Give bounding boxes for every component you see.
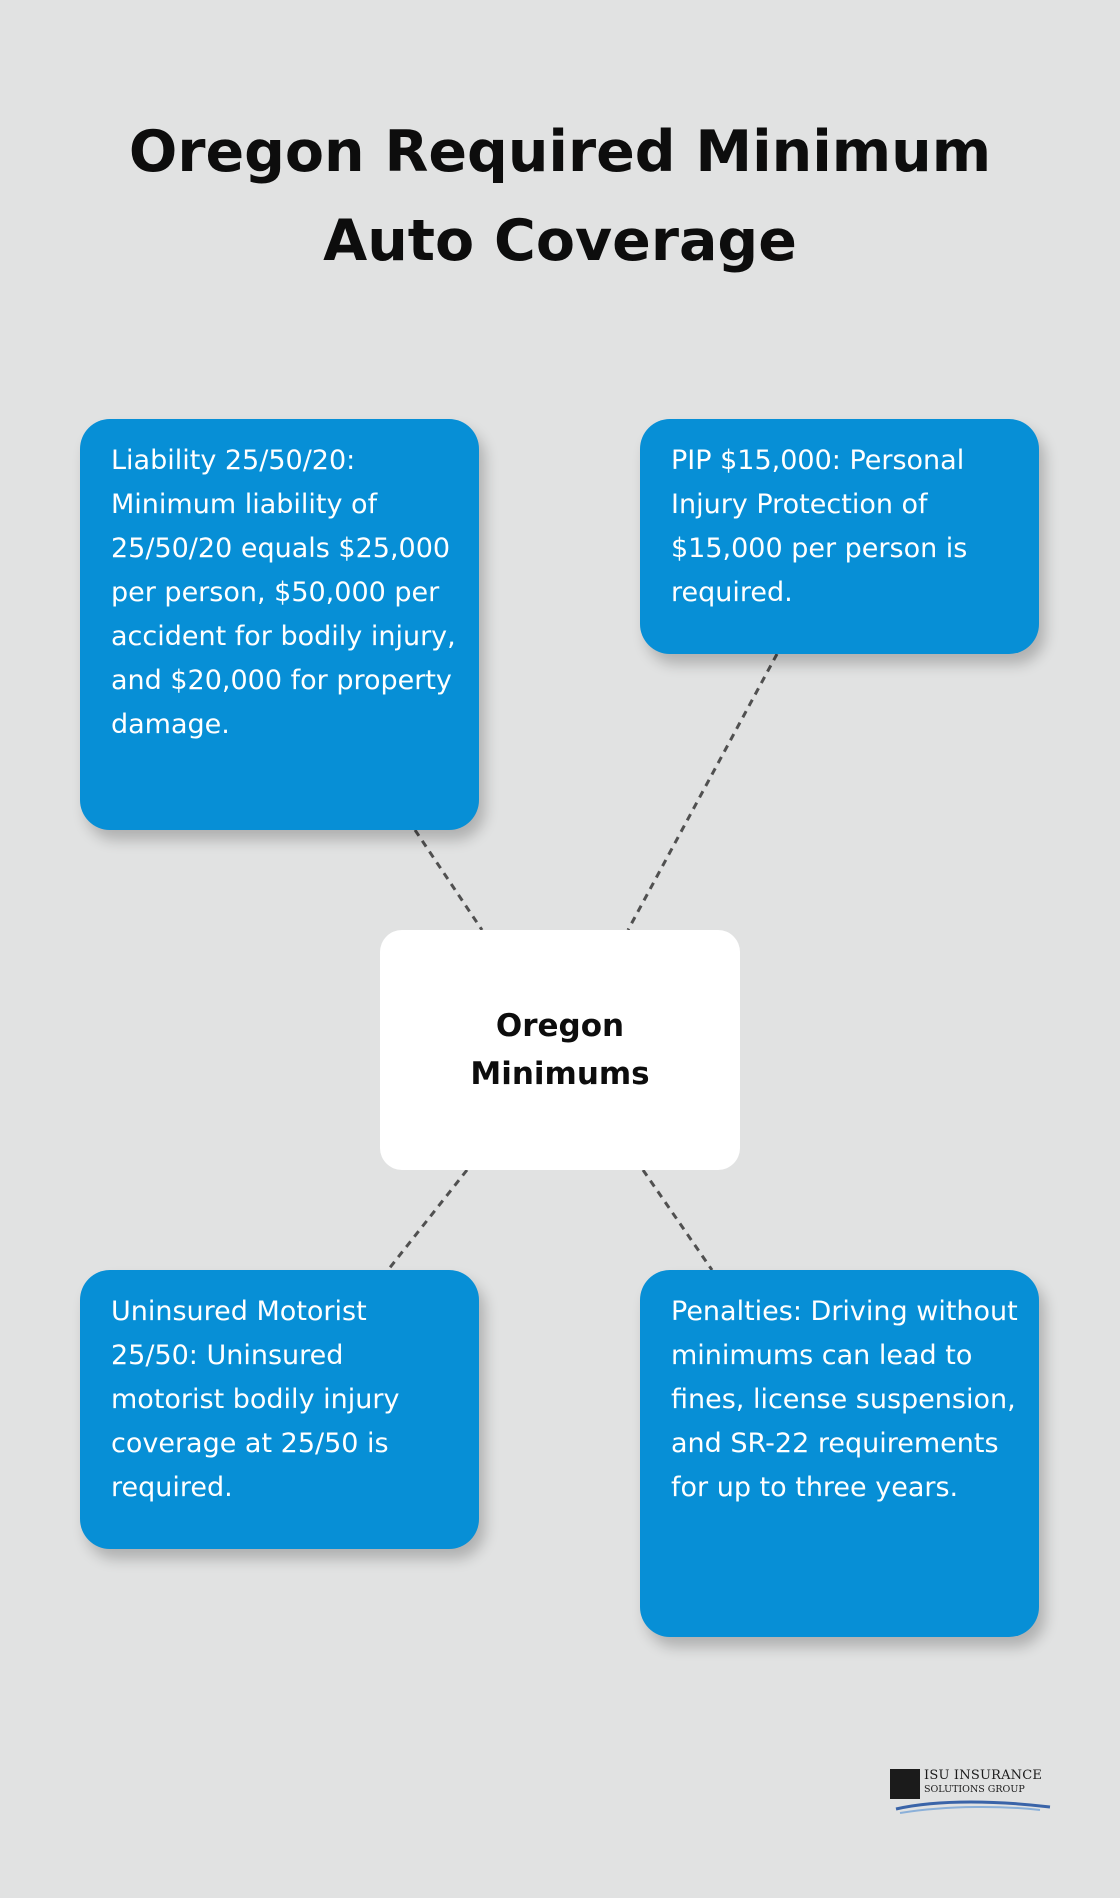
page-title-line-2: Auto Coverage xyxy=(323,208,797,274)
connector-liability xyxy=(415,830,482,930)
logo-text-line-1: ISU INSURANCE xyxy=(924,1768,1043,1783)
uninsured-motorist-box xyxy=(80,1270,479,1549)
center-label: Oregon Minimums xyxy=(470,1008,650,1092)
uninsured-motorist-text: Uninsured Motorist 25/50: Uninsured motorist bodily injury coverage at 25/50 is required. xyxy=(111,1296,400,1503)
page-title-line-1: Oregon Required Minimum xyxy=(128,119,992,185)
logo-swoosh-icon xyxy=(890,1797,1055,1819)
penalties-text: Penalties: Driving without minimums can lead to fines, license suspension, and SR-22 requirements for up to three years. xyxy=(671,1296,1018,1503)
connector-uninsured xyxy=(388,1170,467,1270)
logo-mark-icon xyxy=(890,1769,920,1799)
center-node xyxy=(380,930,740,1170)
connector-penalties xyxy=(643,1170,712,1270)
company-logo xyxy=(890,1767,1055,1823)
pip-text: PIP $15,000: Personal Injury Protection of $15,000 per person is required. xyxy=(671,445,968,608)
liability-box xyxy=(80,419,479,830)
pip-box xyxy=(640,419,1039,654)
penalties-box xyxy=(640,1270,1039,1637)
connector-pip xyxy=(628,654,777,930)
liability-text: Liability 25/50/20: Minimum liability of 25/50/20 equals $25,000 per person, $50,000 per accident for bodily injury, and $20,000 for property damage. xyxy=(111,445,456,740)
logo-text-line-2: SOLUTIONS GROUP xyxy=(924,1784,1025,1795)
